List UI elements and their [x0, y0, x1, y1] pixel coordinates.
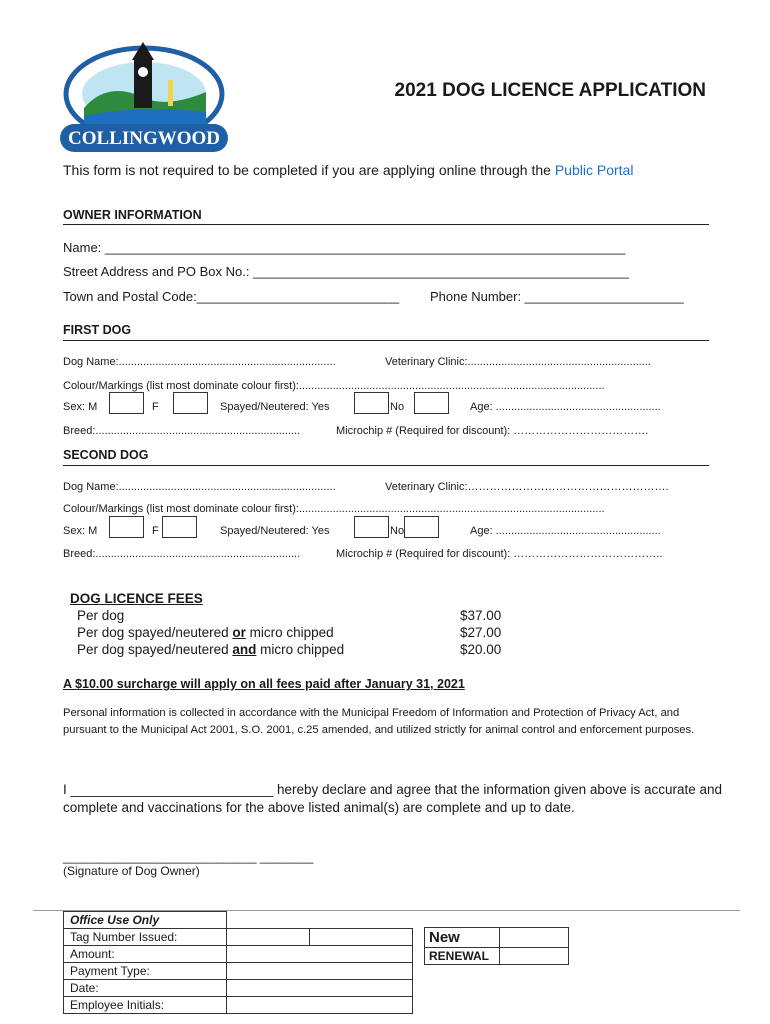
amount-label: Amount:: [64, 946, 227, 963]
intro-text: This form is not required to be completed if you are applying online through the Public Portal: [63, 162, 634, 178]
dog1-name-field[interactable]: Dog Name:.......................................................................: [63, 356, 336, 368]
tag-number-cell[interactable]: [310, 929, 413, 946]
dog1-breed-field[interactable]: Breed:...................................................................: [63, 425, 301, 437]
dog1-spay-no-checkbox[interactable]: [414, 392, 449, 414]
dog2-microchip-field[interactable]: Microchip # (Required for discount): …………………………………..: [336, 548, 663, 560]
office-use-heading: Office Use Only: [64, 912, 227, 929]
divider: [63, 340, 709, 341]
date-cell[interactable]: [227, 980, 413, 997]
renewal-checkbox[interactable]: [500, 948, 569, 965]
fee-amounts: [460, 607, 501, 658]
dog2-sex-f-label: F: [152, 525, 159, 537]
dog2-spay-label: Spayed/Neutered: Yes: [220, 525, 330, 537]
divider: [63, 224, 709, 225]
office-use-table: [63, 911, 413, 1014]
first-dog-heading: FIRST DOG: [63, 323, 132, 337]
dog1-spay-label: Spayed/Neutered: Yes: [220, 401, 330, 413]
declaration-text[interactable]: I ___________________________ hereby declare and agree that the information given above is accurate and complete and vaccinations for the above listed animal(s) are complete and up to date.: [63, 782, 723, 815]
employee-initials-label: Employee Initials:: [64, 997, 227, 1014]
fee-per-dog: Per dog: [77, 608, 125, 623]
dog1-spay-no-label: No: [390, 401, 405, 413]
amount-cell[interactable]: [227, 946, 413, 963]
dog1-clinic-field[interactable]: Veterinary Clinic:............................................................: [385, 356, 651, 368]
fees-section: [70, 590, 344, 658]
dog1-spay-yes-checkbox[interactable]: [354, 392, 389, 414]
tag-number-label: Tag Number Issued:: [64, 929, 227, 946]
fees-heading: DOG LICENCE FEES: [70, 591, 203, 606]
dog1-sex-f-checkbox[interactable]: [173, 392, 208, 414]
payment-type-label: Payment Type:: [64, 963, 227, 980]
dog2-clinic-field[interactable]: Veterinary Clinic:……………………………………………….: [385, 481, 669, 493]
dog2-breed-field[interactable]: Breed:...................................................................: [63, 548, 301, 560]
dog1-sex-label: Sex: M: [63, 401, 98, 413]
owner-heading: OWNER INFORMATION: [63, 208, 202, 222]
page-title: 2021 DOG LICENCE APPLICATION: [394, 80, 706, 101]
owner-town-field[interactable]: Town and Postal Code:____________________________: [63, 289, 400, 304]
dog1-sex-m-checkbox[interactable]: [109, 392, 144, 414]
divider: [63, 465, 709, 466]
svg-text:COLLINGWOOD: COLLINGWOOD: [67, 128, 221, 149]
dog2-sex-label: Sex: M: [63, 525, 98, 537]
fee-spayed-or-chipped: Per dog spayed/neutered or micro chipped: [77, 625, 334, 640]
dog1-microchip-field[interactable]: Microchip # (Required for discount): ……………………………….: [336, 425, 649, 437]
tag-number-cell[interactable]: [227, 929, 310, 946]
new-label: New: [425, 928, 500, 948]
owner-address-field[interactable]: Street Address and PO Box No.: ____________________________________________________: [63, 264, 630, 279]
dog2-age-field[interactable]: Age: ......................................................: [470, 525, 661, 537]
surcharge-notice: A $10.00 surcharge will apply on all fees paid after January 31, 2021: [63, 677, 465, 691]
fee-amount: $37.00: [460, 608, 502, 623]
dog2-name-field[interactable]: Dog Name:.......................................................................: [63, 481, 336, 493]
dog2-spay-yes-checkbox[interactable]: [354, 516, 389, 538]
second-dog-heading: SECOND DOG: [63, 448, 149, 462]
renewal-label: RENEWAL: [425, 948, 500, 965]
signature-line[interactable]: _____________________________ ________: [63, 850, 314, 864]
new-checkbox[interactable]: [500, 928, 569, 948]
owner-phone-field[interactable]: Phone Number: ______________________: [430, 289, 684, 304]
dog1-age-field[interactable]: Age: ......................................................: [470, 401, 661, 413]
public-portal-link[interactable]: Public Portal: [554, 162, 634, 178]
payment-type-cell[interactable]: [227, 963, 413, 980]
dog1-colour-field[interactable]: Colour/Markings (list most dominate colour first):....................................................................................................: [63, 380, 605, 392]
signature-caption: (Signature of Dog Owner): [63, 864, 200, 878]
new-renewal-table: [424, 927, 569, 965]
privacy-notice: Personal information is collected in accordance with the Municipal Freedom of Information and Protection of Privacy Act, and pursuant to the Municipal Act 2001, S.O. 2001, c.25 amended, and utilized strictly for animal control and enforcement purposes.: [63, 707, 695, 736]
dog2-spay-no-checkbox[interactable]: [404, 516, 439, 538]
dog2-spay-no-label: No: [390, 525, 405, 537]
dog2-sex-f-checkbox[interactable]: [162, 516, 197, 538]
employee-initials-cell[interactable]: [227, 997, 413, 1014]
date-label: Date:: [64, 980, 227, 997]
dog2-sex-m-checkbox[interactable]: [109, 516, 144, 538]
owner-name-field[interactable]: Name: ________________________________________________________________________: [63, 240, 626, 255]
fee-amount: $20.00: [460, 642, 502, 657]
dog1-sex-f-label: F: [152, 401, 159, 413]
fee-spayed-and-chipped: Per dog spayed/neutered and micro chipped: [77, 642, 345, 657]
fee-amount: $27.00: [460, 625, 502, 640]
dog2-colour-field[interactable]: Colour/Markings (list most dominate colour first):....................................................................................................: [63, 503, 605, 515]
